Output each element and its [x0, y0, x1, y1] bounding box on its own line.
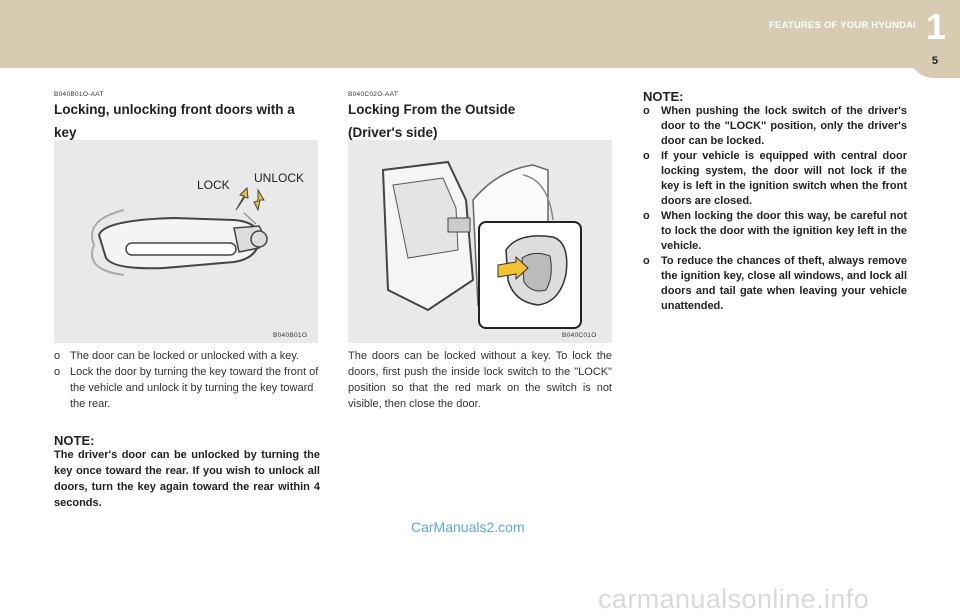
list-item: o When pushing the lock switch of the driver's door to the "LOCK" position, only the driver's door can be locked.	[643, 105, 907, 147]
header-band	[0, 0, 960, 68]
body-text: The doors can be locked without a key. To lock the doors, first push the inside lock switch to the "LOCK" position so that the red mark on the switch is not visible, then close the door.	[348, 350, 612, 410]
section-heading: Locking From the Outside (Driver's side)	[348, 102, 516, 140]
section-title: FEATURES OF YOUR HYUNDAI	[769, 20, 916, 31]
instruction-list	[54, 348, 320, 412]
list-item: o When locking the door this way, be careful not to lock the door with the ignition key left in the vehicle.	[643, 210, 907, 252]
watermark-text: carmanualsonline.info	[598, 584, 870, 614]
unlock-label: UNLOCK	[254, 171, 305, 185]
note-title: NOTE:	[54, 433, 95, 448]
lock-label: LOCK	[197, 178, 230, 192]
section-number: 1	[925, 6, 946, 47]
figure-code: B040B01O	[273, 332, 308, 339]
section-code: B040C02O-AAT	[348, 91, 399, 98]
note-text: The driver's door can be unlocked by turning the key once toward the rear. If you wish to unlock all doors, turn the key again toward the rear within 4 seconds.	[54, 449, 320, 509]
open-door-illustration	[348, 140, 612, 343]
list-item: o If your vehicle is equipped with central door locking system, the door will not lock if the key is left in the ignition switch when the front doors are closed.	[643, 150, 907, 207]
door-handle-figure	[54, 140, 318, 343]
note-list	[643, 104, 907, 314]
page-title: Locking, unlocking front doors with a key	[54, 102, 295, 140]
note-title: NOTE:	[643, 89, 684, 104]
watermark-link[interactable]: CarManuals2.com	[411, 519, 525, 535]
list-item: o To reduce the chances of theft, always remove the ignition key, close all windows, and lock all doors and tail gate when leaving your vehicle unattended.	[643, 255, 907, 312]
door-lock-figure	[348, 140, 612, 343]
figure-code: B040C01O	[562, 332, 597, 339]
page-number: 5	[931, 55, 938, 67]
list-item: o Lock the door by turning the key toward the front of the vehicle and unlock it by turning the key toward the rear.	[54, 366, 319, 410]
list-item: o The door can be locked or unlocked with a key.	[54, 350, 300, 362]
section-code: B040B01O-AAT	[54, 91, 104, 98]
